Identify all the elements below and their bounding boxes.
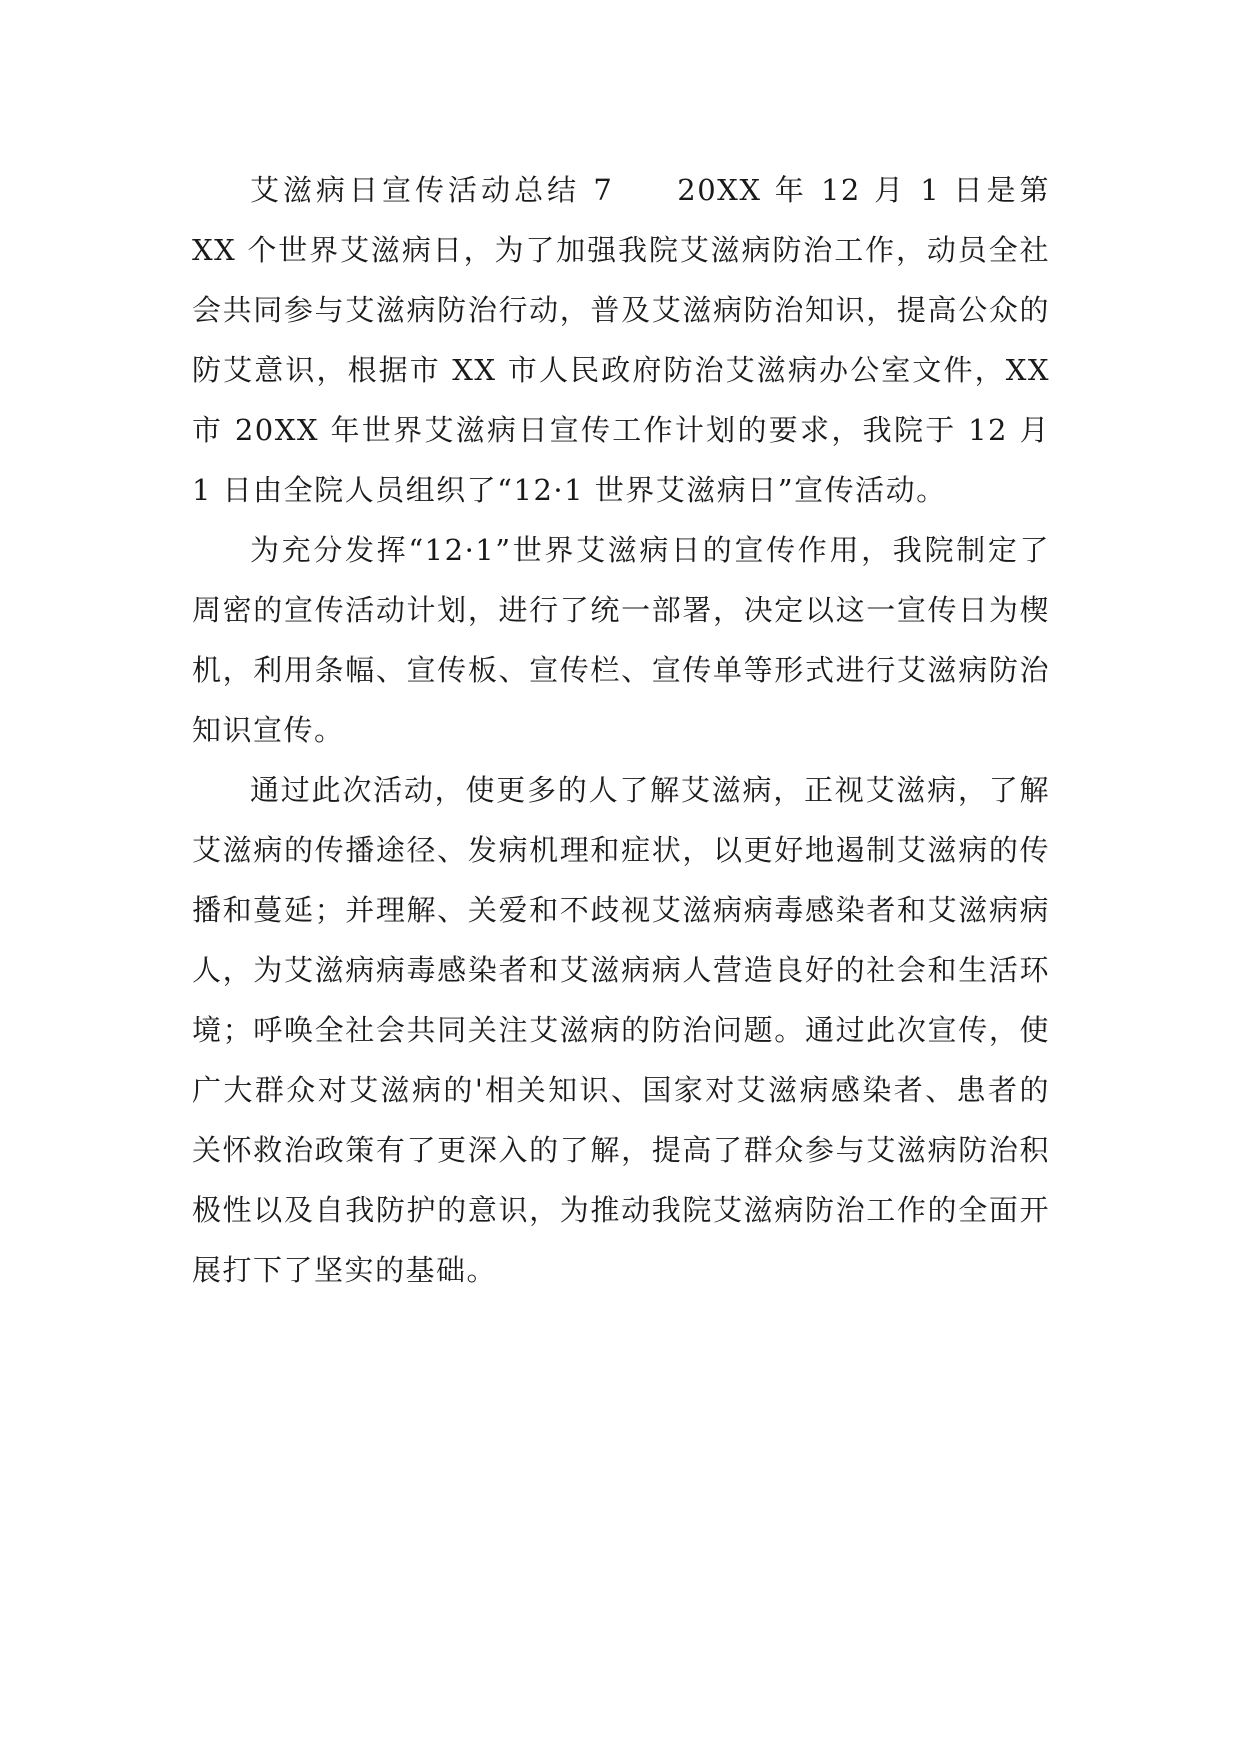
document-title: 艾滋病日宣传活动总结 7 [250, 173, 614, 207]
document-body [192, 160, 1050, 1300]
paragraph-2: 为充分发挥“12·1”世界艾滋病日的宣传作用，我院制定了周密的宣传活动计划，进行了统一部署，决定以这一宣传日为楔机，利用条幅、宣传板、宣传栏、宣传单等形式进行艾滋病防治知识宣传。 [192, 533, 1050, 747]
paragraph-1 [192, 160, 1050, 520]
paragraph-1-text: 20XX 年 12 月 1 日是第 XX 个世界艾滋病日，为了加强我院艾滋病防治工作，动员全社会共同参与艾滋病防治行动，普及艾滋病防治知识，提高公众的防艾意识，根据市 XX 市人民政府防治艾滋病办公室文件，XX 市 20XX 年世界艾滋病日宣传工作计划的要求，我院于 12 月 1 日由全院人员组织了“12·1 世界艾滋病日”宣传活动。 [192, 173, 1051, 507]
paragraph-3: 通过此次活动，使更多的人了解艾滋病，正视艾滋病，了解艾滋病的传播途径、发病机理和症状，以更好地遏制艾滋病的传播和蔓延；并理解、关爱和不歧视艾滋病病毒感染者和艾滋病病人，为艾滋病病毒感染者和艾滋病病人营造良好的社会和生活环境；呼唤全社会共同关注艾滋病的防治问题。通过此次宣传，使广大群众对艾滋病的'相关知识、国家对艾滋病感染者、患者的关怀救治政策有了更深入的了解，提高了群众参与艾滋病防治积极性以及自我防护的意识，为推动我院艾滋病防治工作的全面开展打下了坚实的基础。 [192, 773, 1050, 1287]
